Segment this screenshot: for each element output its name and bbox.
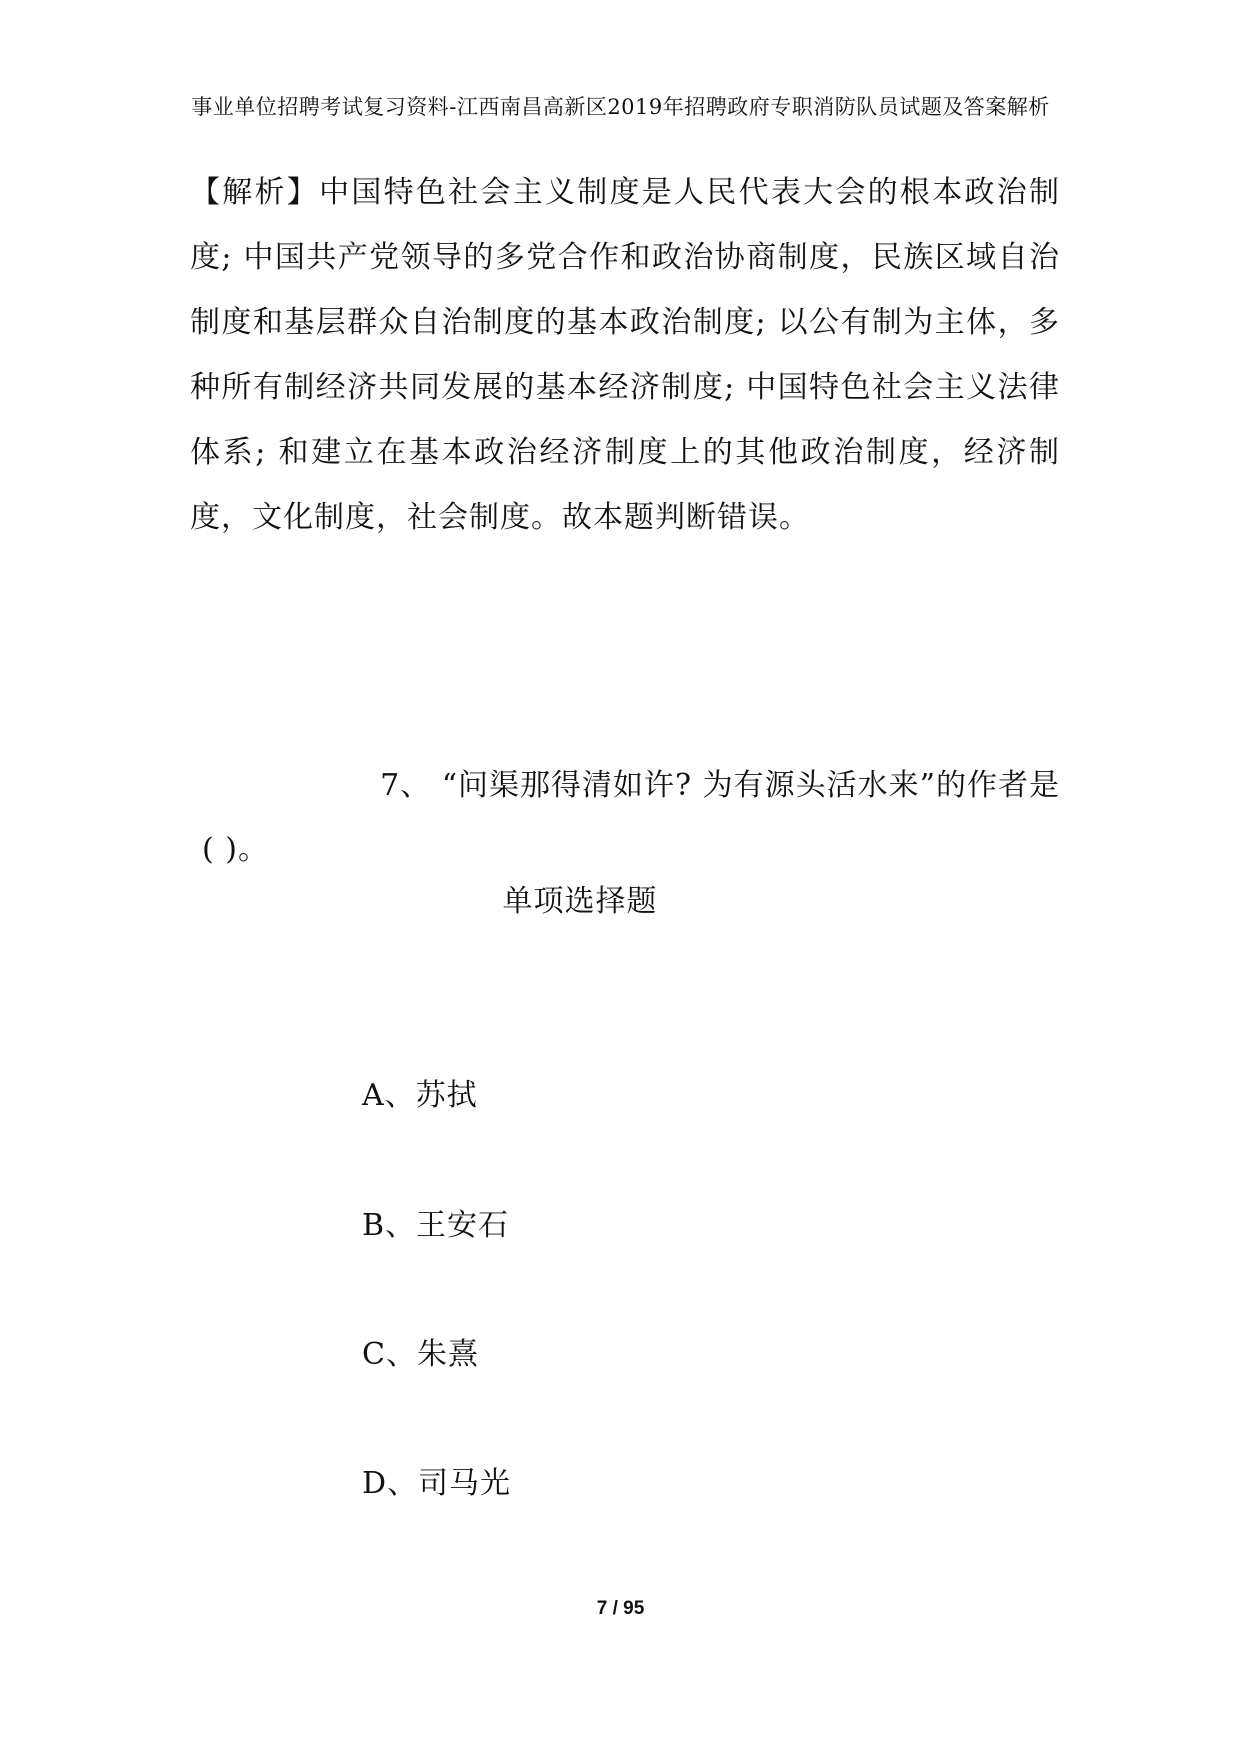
- question-blank: ( )。: [202, 832, 269, 867]
- analysis-paragraph: 【解析】中国特色社会主义制度是人民代表大会的根本政治制度; 中国共产党领导的多党合作和政治协商制度，民族区域自治制度和基层群众自治制度的基本政治制度; 以公有制为主体，多种所有制经济共同发展的基本经济制度; 中国特色社会主义法律体系; 和建立在基本政治经济制度上的其他政治制度，经济制度，文化制度，社会制度。故本题判断错误。: [190, 175, 1060, 535]
- page-number: 7 / 95: [596, 1598, 645, 1619]
- question-type-label: 单项选择题: [502, 884, 658, 919]
- option-a: A、苏拭: [362, 1078, 478, 1113]
- option-b: B、王安石: [362, 1208, 510, 1243]
- page-header: 事业单位招聘考试复习资料-江西南昌高新区2019年招聘政府专职消防队员试题及答案解析: [191, 95, 1050, 119]
- question-stem: [190, 754, 1060, 882]
- option-c: C、朱熹: [362, 1337, 479, 1372]
- question-text: 7、 “问渠那得清如许? 为有源头活水来”的作者是: [380, 768, 1060, 803]
- option-d: D、司马光: [362, 1466, 512, 1501]
